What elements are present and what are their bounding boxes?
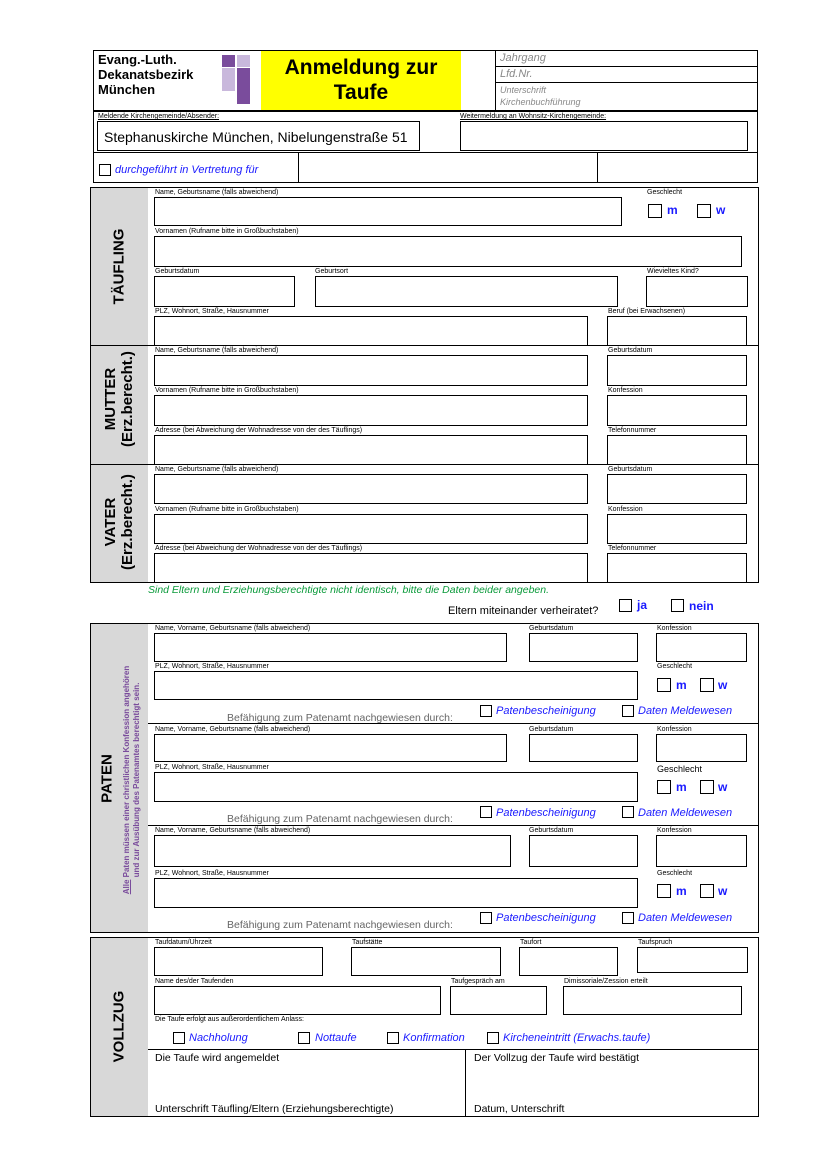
p2-plz-label: PLZ, Wohnort, Straße, Hausnummer	[155, 764, 269, 771]
v-geburtsdatum-label: Geburtsdatum	[608, 466, 653, 473]
form-title-block	[261, 51, 461, 110]
p3-befaehigung-label: Befähigung zum Patenamt nachgewiesen durch:	[227, 919, 453, 931]
signature-vollzug-field[interactable]	[468, 1065, 756, 1101]
p1-konfession-input[interactable]	[656, 633, 747, 662]
nottaufe-label: Nottaufe	[315, 1032, 357, 1044]
p1-name-input[interactable]	[154, 633, 507, 662]
m-name-input[interactable]	[154, 355, 588, 386]
p1-geburtsdatum-input[interactable]	[529, 633, 638, 662]
p3-m-checkbox[interactable]	[657, 884, 671, 898]
mutter-title-line2: (Erz.berecht.)	[119, 351, 136, 447]
verheiratet-label: Eltern miteinander verheiratet?	[448, 605, 599, 617]
m-adresse-label: Adresse (bei Abweichung der Wohnadresse von der des Täuflings)	[155, 427, 363, 434]
v-telefon-input[interactable]	[607, 553, 747, 583]
m-adresse-input[interactable]	[154, 435, 588, 465]
bestaetigt-label: Der Vollzug der Taufe wird bestätigt	[474, 1052, 639, 1064]
nein-checkbox[interactable]	[671, 599, 684, 612]
p3-geburtsdatum-input[interactable]	[529, 835, 638, 867]
dimissoriale-label: Dimissoriale/Zession erteilt	[564, 978, 648, 985]
p2-w-label: w	[718, 780, 728, 794]
p1-w-label: w	[718, 678, 728, 692]
taufgespraech-label: Taufgespräch am	[451, 978, 505, 985]
p3-geschlecht-label: Geschlecht	[657, 870, 693, 877]
v-geburtsdatum-input[interactable]	[607, 474, 747, 504]
melde-input[interactable]	[97, 121, 420, 151]
p3-w-label: w	[718, 884, 728, 898]
melde-label: Meldende Kirchengemeinde/Absender:	[98, 113, 220, 120]
p2-name-label: Name, Vorname, Geburtsname (falls abweichend)	[155, 726, 311, 733]
p2-geburtsdatum-label: Geburtsdatum	[529, 726, 574, 733]
paten-side-note-alle: Alle	[122, 879, 131, 895]
taufstaette-label: Taufstätte	[352, 939, 383, 946]
org-name-line3: München	[98, 82, 156, 97]
taufdatum-label: Taufdatum/Uhrzeit	[155, 939, 212, 946]
p2-geburtsdatum-input[interactable]	[529, 734, 638, 762]
t-name-label: Name, Geburtsname (falls abweichend)	[155, 189, 279, 196]
mutter-title-line1: MUTTER	[102, 367, 119, 431]
p1-befaehigung-label: Befähigung zum Patenamt nachgewiesen durch:	[227, 712, 453, 724]
v-telefon-label: Telefonnummer	[608, 545, 657, 552]
ja-label: ja	[637, 598, 648, 612]
p1-m-label: m	[676, 678, 687, 692]
t-geschlecht-label: Geschlecht	[647, 189, 683, 196]
t-wievieltes-input[interactable]	[646, 276, 748, 307]
taufgespraech-input[interactable]	[450, 986, 547, 1015]
p2-meldewesen-label: Daten Meldewesen	[638, 807, 733, 819]
church-logo	[222, 55, 252, 105]
t-m-label: m	[667, 203, 678, 217]
m-konfession-input[interactable]	[607, 395, 747, 426]
v-konfession-label: Konfession	[608, 506, 643, 513]
jahrgang-field[interactable]: Jahrgang	[500, 52, 546, 64]
t-geburtsdatum-label: Geburtsdatum	[155, 268, 200, 275]
p3-plz-input[interactable]	[154, 878, 638, 908]
p2-befaehigung-label: Befähigung zum Patenamt nachgewiesen durch:	[227, 813, 453, 825]
p3-meldewesen-label: Daten Meldewesen	[638, 912, 733, 924]
p2-meldewesen-checkbox[interactable]	[622, 806, 634, 818]
t-vornamen-label: Vornamen (Rufname bitte in Großbuchstaben)	[155, 228, 299, 235]
m-telefon-input[interactable]	[607, 435, 747, 465]
taufort-input[interactable]	[519, 947, 618, 976]
p1-plz-label: PLZ, Wohnort, Straße, Hausnummer	[155, 663, 269, 670]
signature-eltern-field[interactable]	[150, 1065, 463, 1101]
m-name-label: Name, Geburtsname (falls abweichend)	[155, 347, 279, 354]
p2-m-label: m	[676, 780, 687, 794]
paten-side-note-line1	[122, 635, 132, 925]
m-telefon-label: Telefonnummer	[608, 427, 657, 434]
anlass-label: Die Taufe erfolgt aus außerordentlichem Anlass:	[155, 1016, 304, 1023]
v-name-label: Name, Geburtsname (falls abweichend)	[155, 466, 279, 473]
p1-meldewesen-checkbox[interactable]	[622, 705, 634, 717]
t-beruf-input[interactable]	[607, 316, 747, 346]
weiter-input[interactable]	[460, 121, 748, 151]
vertretung-checkbox[interactable]	[99, 164, 111, 176]
p3-meldewesen-checkbox[interactable]	[622, 912, 634, 924]
p1-patenbescheinigung-checkbox[interactable]	[480, 705, 492, 717]
nein-label: nein	[689, 599, 714, 613]
taufdatum-input[interactable]	[154, 947, 323, 976]
p1-konfession-label: Konfession	[657, 625, 692, 632]
v-name-input[interactable]	[154, 474, 588, 504]
p1-geschlecht-label: Geschlecht	[657, 663, 693, 670]
v-vornamen-label: Vornamen (Rufname bitte in Großbuchstaben)	[155, 506, 299, 513]
kircheneintritt-checkbox[interactable]	[487, 1032, 499, 1044]
taufender-input[interactable]	[154, 986, 441, 1015]
taufspruch-input[interactable]	[637, 947, 748, 973]
nachholung-checkbox[interactable]	[173, 1032, 185, 1044]
p1-m-checkbox[interactable]	[657, 678, 671, 692]
p2-w-checkbox[interactable]	[700, 780, 714, 794]
m-geburtsdatum-label: Geburtsdatum	[608, 347, 653, 354]
ja-checkbox[interactable]	[619, 599, 632, 612]
m-konfession-label: Konfession	[608, 387, 643, 394]
p1-patenbescheinigung-label: Patenbescheinigung	[496, 705, 596, 717]
paten-side-note-line2: und zur Ausübung des Patenamtes berechtigt sein.	[132, 682, 141, 878]
paten-title: PATEN	[98, 754, 116, 803]
konfirmation-checkbox[interactable]	[387, 1032, 399, 1044]
kircheneintritt-label: Kircheneintritt (Erwachs.taufe)	[503, 1032, 651, 1044]
p3-patenbescheinigung-checkbox[interactable]	[480, 912, 492, 924]
p2-patenbescheinigung-checkbox[interactable]	[480, 806, 492, 818]
form-title-line2: Taufe	[333, 81, 389, 104]
p2-patenbescheinigung-label: Patenbescheinigung	[496, 807, 596, 819]
taufender-label: Name des/der Taufenden	[155, 978, 234, 985]
p3-w-checkbox[interactable]	[700, 884, 714, 898]
vater-title-line1: VATER	[102, 497, 119, 547]
p2-konfession-label: Konfession	[657, 726, 692, 733]
paten-side-note	[122, 635, 142, 925]
eltern-note: Sind Eltern und Erziehungsberechtigte nicht identisch, bitte die Daten beider angeben.	[148, 584, 550, 596]
p3-m-label: m	[676, 884, 687, 898]
org-name-line2: Dekanatsbezirk	[98, 67, 194, 82]
konfirmation-label: Konfirmation	[403, 1032, 465, 1044]
m-vornamen-label: Vornamen (Rufname bitte in Großbuchstaben)	[155, 387, 299, 394]
p1-meldewesen-label: Daten Meldewesen	[638, 705, 733, 717]
vollzug-title: VOLLZUG	[110, 990, 128, 1063]
v-vornamen-input[interactable]	[154, 514, 588, 544]
p3-name-label: Name, Vorname, Geburtsname (falls abweichend)	[155, 827, 311, 834]
p1-w-checkbox[interactable]	[700, 678, 714, 692]
melde-value: Stephanuskirche München, Nibelungenstraße 51	[104, 129, 408, 145]
p3-name-input[interactable]	[154, 835, 511, 867]
taufstaette-input[interactable]	[351, 947, 501, 976]
taeufling-title: TÄUFLING	[110, 228, 128, 305]
p2-geschlecht-label: Geschlecht	[657, 764, 703, 774]
t-w-label: w	[716, 203, 726, 217]
paten-side-note-rest: Paten müssen einer christlichen Konfession angehören	[122, 665, 131, 880]
m-vornamen-input[interactable]	[154, 395, 588, 426]
angemeldet-label: Die Taufe wird angemeldet	[155, 1052, 280, 1064]
p3-konfession-label: Konfession	[657, 827, 692, 834]
t-name-input[interactable]	[154, 197, 622, 226]
t-geburtsort-label: Geburtsort	[315, 268, 349, 275]
unterschrift-label2: Kirchenbuchführung	[500, 97, 581, 107]
t-w-checkbox[interactable]	[697, 204, 711, 218]
t-wievieltes-label: Wievieltes Kind?	[647, 268, 699, 275]
vertretung-label: durchgeführt in Vertretung für	[115, 164, 259, 176]
t-vornamen-input[interactable]	[154, 236, 742, 267]
datum-unterschrift-label: Datum, Unterschrift	[474, 1103, 565, 1115]
vater-title-line2: (Erz.berecht.)	[119, 474, 136, 570]
p2-konfession-input[interactable]	[656, 734, 747, 762]
p2-plz-input[interactable]	[154, 772, 638, 802]
m-geburtsdatum-input[interactable]	[607, 355, 747, 386]
t-plz-input[interactable]	[154, 316, 588, 346]
p2-name-input[interactable]	[154, 734, 507, 762]
vater-title	[102, 462, 136, 582]
form-title-line1: Anmeldung zur	[284, 56, 438, 79]
v-konfession-input[interactable]	[607, 514, 747, 544]
p3-konfession-input[interactable]	[656, 835, 747, 867]
weiter-label: Weitermeldung an Wohnsitz-Kirchengemeinde:	[460, 113, 607, 120]
org-name-line1: Evang.-Luth.	[98, 52, 177, 67]
unterschrift-label1: Unterschrift	[500, 85, 547, 95]
nachholung-label: Nachholung	[189, 1032, 248, 1044]
t-plz-label: PLZ, Wohnort, Straße, Hausnummer	[155, 308, 269, 315]
mutter-title	[102, 339, 136, 459]
p1-name-label: Name, Vorname, Geburtsname (falls abweichend)	[155, 625, 311, 632]
t-m-checkbox[interactable]	[648, 204, 662, 218]
taufort-label: Taufort	[520, 939, 542, 946]
p1-geburtsdatum-label: Geburtsdatum	[529, 625, 574, 632]
p3-patenbescheinigung-label: Patenbescheinigung	[496, 912, 596, 924]
p3-plz-label: PLZ, Wohnort, Straße, Hausnummer	[155, 870, 269, 877]
v-adresse-input[interactable]	[154, 553, 588, 583]
p1-plz-input[interactable]	[154, 671, 638, 700]
taufspruch-label: Taufspruch	[638, 939, 673, 946]
dimissoriale-input[interactable]	[563, 986, 742, 1015]
p2-m-checkbox[interactable]	[657, 780, 671, 794]
t-geburtsdatum-input[interactable]	[154, 276, 295, 307]
p3-geburtsdatum-label: Geburtsdatum	[529, 827, 574, 834]
t-geburtsort-input[interactable]	[315, 276, 618, 307]
nottaufe-checkbox[interactable]	[298, 1032, 310, 1044]
t-beruf-label: Beruf (bei Erwachsenen)	[608, 308, 686, 315]
v-adresse-label: Adresse (bei Abweichung der Wohnadresse von der des Täuflings)	[155, 545, 363, 552]
lfdnr-field[interactable]: Lfd.Nr.	[500, 68, 533, 80]
unterschrift-eltern-label: Unterschrift Täufling/Eltern (Erziehungsberechtigte)	[155, 1103, 394, 1115]
